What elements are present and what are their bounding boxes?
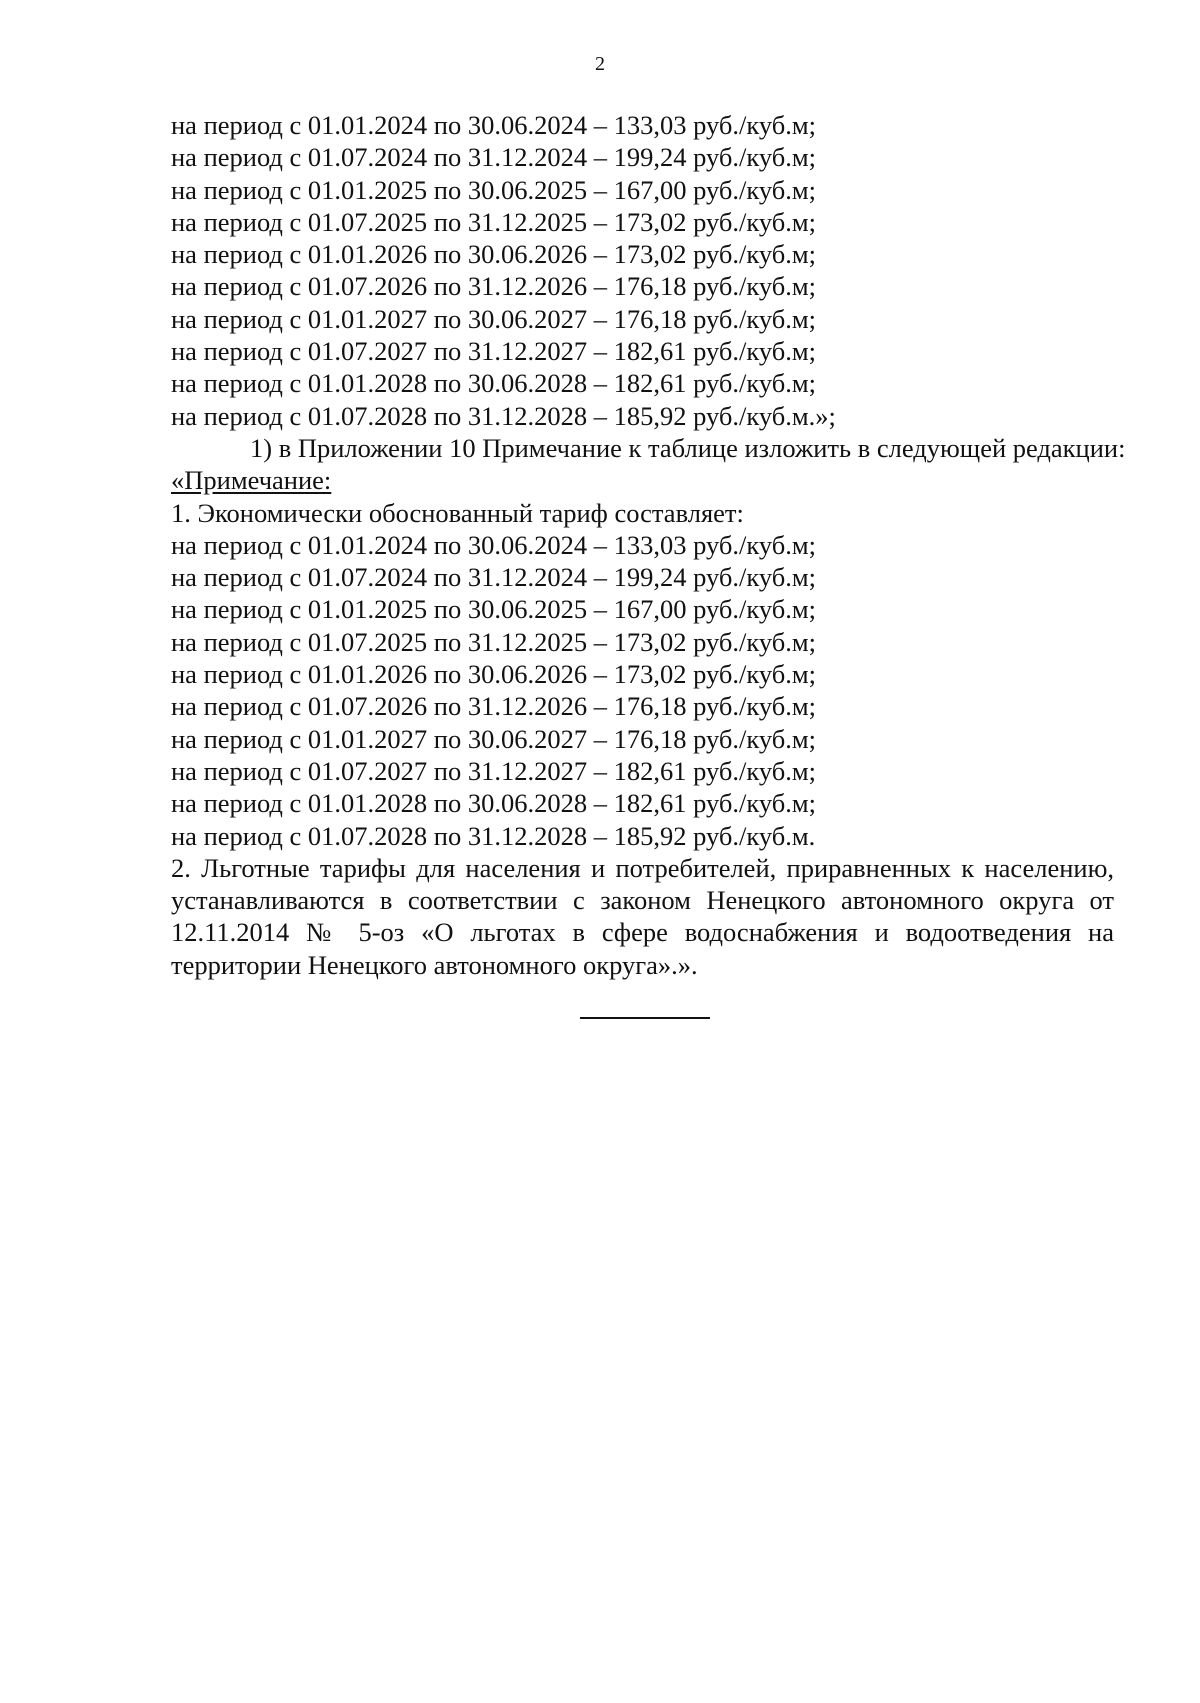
note-heading: «Примечание:	[171, 465, 332, 496]
note-item-1: 1. Экономически обоснованный тариф составляет:	[171, 497, 744, 528]
end-rule	[580, 1017, 710, 1019]
rate-line: на период с 01.07.2027 по 31.12.2027 – 182,61 руб./куб.м;	[171, 336, 817, 367]
rate-line: на период с 01.01.2028 по 30.06.2028 – 182,61 руб./куб.м;	[171, 368, 817, 399]
rate-line: на период с 01.01.2025 по 30.06.2025 – 167,00 руб./куб.м;	[171, 174, 817, 205]
rate-line: на период с 01.07.2027 по 31.12.2027 – 182,61 руб./куб.м;	[171, 755, 817, 786]
rate-line: на период с 01.01.2024 по 30.06.2024 – 133,03 руб./куб.м;	[171, 529, 817, 560]
rate-line: на период с 01.01.2025 по 30.06.2025 – 167,00 руб./куб.м;	[171, 594, 817, 625]
rate-line: на период с 01.07.2026 по 31.12.2026 – 176,18 руб./куб.м;	[171, 691, 817, 722]
rate-line: на период с 01.07.2025 по 31.12.2025 – 173,02 руб./куб.м;	[171, 206, 817, 237]
rate-line: на период с 01.01.2024 по 30.06.2024 – 133,03 руб./куб.м;	[171, 110, 817, 140]
rate-line: на период с 01.07.2024 по 31.12.2024 – 199,24 руб./куб.м;	[171, 142, 817, 173]
rate-line: на период с 01.07.2024 по 31.12.2024 – 199,24 руб./куб.м;	[171, 562, 817, 593]
document-body	[171, 109, 1126, 981]
rates-list-2	[171, 529, 1114, 852]
rate-line: на период с 01.01.2027 по 30.06.2027 – 176,18 руб./куб.м;	[171, 723, 817, 754]
rate-line: на период с 01.01.2027 по 30.06.2027 – 176,18 руб./куб.м;	[171, 303, 817, 334]
rate-line: на период с 01.01.2026 по 30.06.2026 – 173,02 руб./куб.м;	[171, 659, 817, 690]
rate-line: на период с 01.07.2028 по 31.12.2028 – 185,92 руб./куб.м.	[171, 820, 816, 851]
rate-line: на период с 01.01.2026 по 30.06.2026 – 173,02 руб./куб.м;	[171, 239, 817, 270]
rate-line: на период с 01.07.2025 по 31.12.2025 – 173,02 руб./куб.м;	[171, 626, 817, 657]
rates-list-1	[171, 109, 1114, 432]
rate-line: на период с 01.07.2026 по 31.12.2026 – 176,18 руб./куб.м;	[171, 271, 817, 302]
amendment-line: 1) в Приложении 10 Примечание к таблице изложить в следующей редакции:	[250, 432, 1126, 463]
note-item-2: 2. Льготные тарифы для населения и потребителей, приравненных к населению, устанавливаются в соответствии с законом Ненецкого автономного округа от 12.11.2014 № 5-оз «О льготах в сфере водоснабжения и водоотведения на территории Ненецкого автономного округа».».	[171, 852, 1114, 980]
page-number: 2	[595, 53, 605, 75]
rate-line: на период с 01.01.2028 по 30.06.2028 – 182,61 руб./куб.м;	[171, 788, 817, 819]
rate-line: на период с 01.07.2028 по 31.12.2028 – 185,92 руб./куб.м.»;	[171, 400, 836, 431]
